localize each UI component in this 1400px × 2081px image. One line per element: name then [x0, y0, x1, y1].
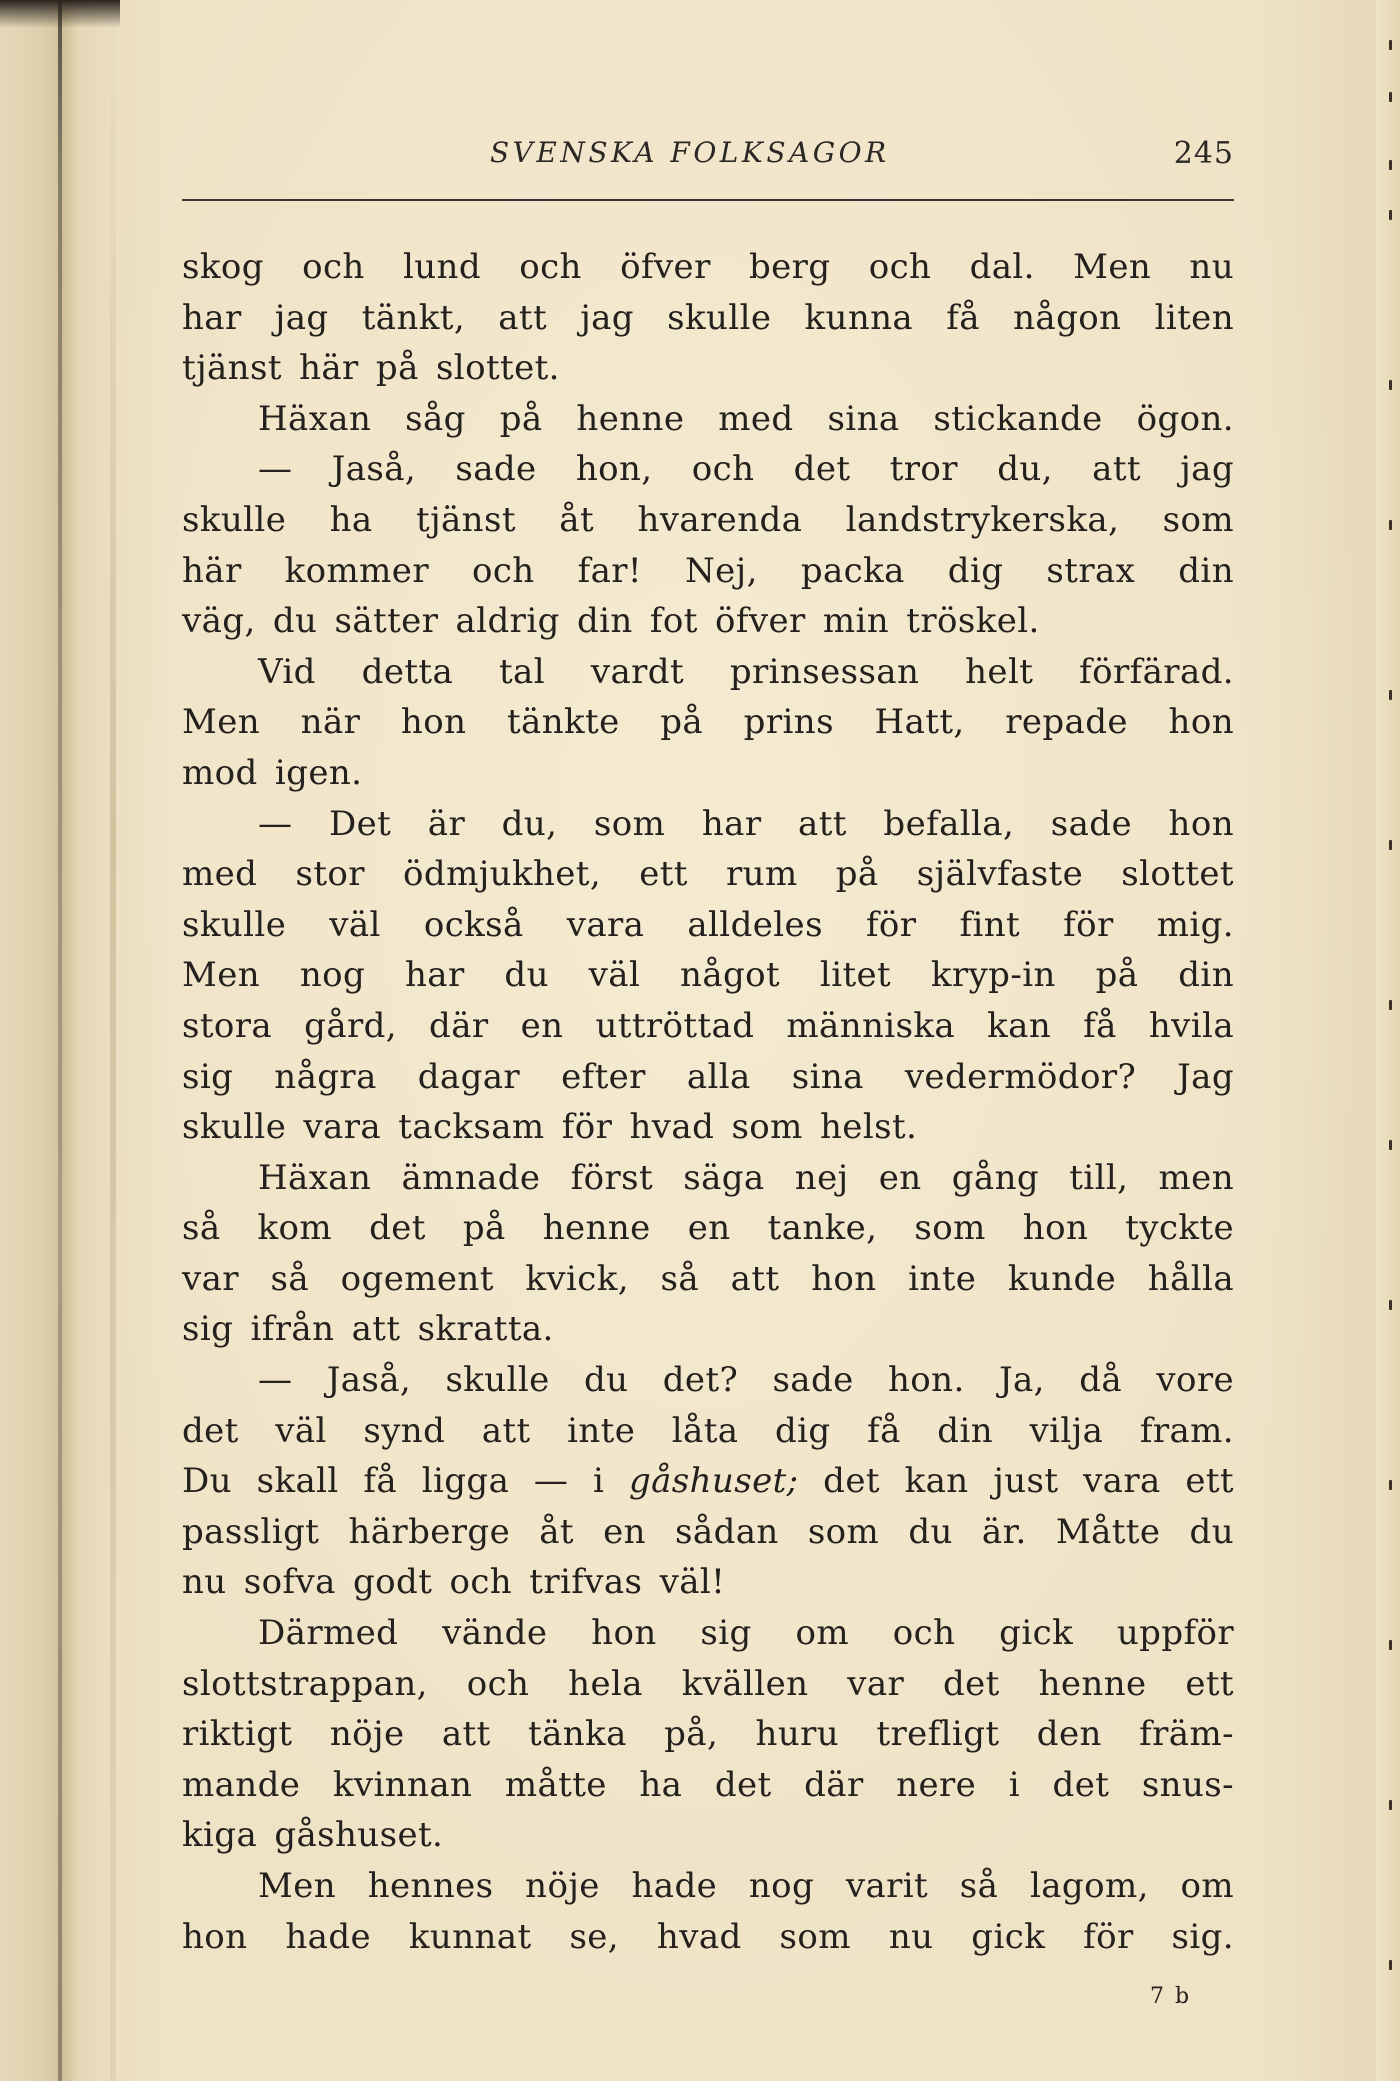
edge-speck [1389, 160, 1392, 170]
text-line: skog och lund och öfver berg och dal. Men nu [182, 247, 1234, 287]
text-line: väg, du sätter aldrig din fot öfver min tröskel. [182, 601, 1040, 642]
edge-speck [1389, 380, 1392, 390]
text-line: — Jaså, skulle du det? sade hon. Ja, då vore [258, 1360, 1234, 1401]
text-line: passligt härberge åt en sådan som du är. Måtte du [182, 1511, 1234, 1552]
edge-speck [1389, 1960, 1392, 1970]
text-line: slottstrappan, och hela kvällen var det henne ett [182, 1663, 1234, 1704]
gutter-shadow [58, 0, 62, 2081]
text-line: Du skall få ligga — i gåshuset; det kan just vara ett [182, 1461, 1234, 1502]
text-line: riktigt nöje att tänka på, huru trefligt den främ- [182, 1714, 1234, 1755]
edge-speck [1389, 1140, 1392, 1150]
text-line: skulle vara tacksam för hvad som helst. [182, 1107, 918, 1148]
edge-speck [1389, 1480, 1392, 1490]
edge-speck [1389, 840, 1392, 850]
text-line: tjänst här på slottet. [182, 348, 560, 389]
text-line: med stor ödmjukhet, ett rum på självfaste slottet [182, 854, 1234, 895]
text-line: hon hade kunnat se, hvad som nu gick för sig. [182, 1916, 1234, 1957]
edge-speck [1389, 1000, 1392, 1010]
edge-speck [1389, 92, 1392, 102]
header-rule [182, 199, 1234, 201]
text-line: — Det är du, som har att befalla, sade hon [258, 803, 1234, 844]
text-line: kiga gåshuset. [182, 1815, 444, 1856]
text-line: Men nog har du väl något litet kryp-in på din [182, 955, 1234, 996]
text-line: Men hennes nöje hade nog varit så lagom, om [258, 1866, 1234, 1906]
gutter-fold [110, 0, 116, 2081]
text-line: mande kvinnan måtte ha det där nere i det snus- [182, 1764, 1234, 1805]
text-line: stora gård, där en uttröttad människa kan få hvila [182, 1005, 1234, 1046]
text-line: — Jaså, sade hon, och det tror du, att jag [258, 449, 1234, 490]
signature-mark: 7 b [1150, 1984, 1192, 2009]
text-line: har jag tänkt, att jag skulle kunna få någon liten [182, 297, 1234, 338]
edge-speck [1389, 210, 1392, 220]
text-line: mod igen. [182, 752, 363, 793]
text-line: det väl synd att inte låta dig få din vilja fram. [182, 1410, 1234, 1451]
running-header [182, 136, 1234, 176]
text-line: var så ogement kvick, så att hon inte kunde hålla [182, 1258, 1234, 1299]
edge-speck [1389, 1640, 1392, 1650]
scan-edge-shadow [0, 0, 120, 28]
text-line: så kom det på henne en tanke, som hon tyckte [182, 1208, 1234, 1249]
text-line: Därmed vände hon sig om och gick uppför [258, 1613, 1234, 1654]
text-line: här kommer och far! Nej, packa dig strax din [182, 550, 1234, 591]
text-line: sig några dagar efter alla sina vedermödor? Jag [182, 1056, 1234, 1097]
edge-speck [1389, 690, 1392, 700]
page-edge [1376, 0, 1400, 2081]
edge-speck [1389, 1800, 1392, 1810]
text-line: sig ifrån att skratta. [182, 1309, 554, 1350]
edge-speck [1389, 40, 1392, 50]
text-line: skulle ha tjänst åt hvarenda landstrykerska, som [182, 499, 1234, 540]
running-title: SVENSKA FOLKSAGOR [490, 136, 890, 169]
body-text [182, 242, 1234, 1962]
text-line: Vid detta tal vardt prinsessan helt förfärad. [258, 651, 1234, 692]
text-line: nu sofva godt och trifvas väl! [182, 1562, 726, 1603]
text-line: skulle väl också vara alldeles för fint för mig. [182, 904, 1234, 945]
edge-speck [1389, 1300, 1392, 1310]
text-line: Men när hon tänkte på prins Hatt, repade hon [182, 702, 1234, 743]
page-number: 245 [1173, 136, 1234, 171]
text-line: Häxan ämnade först säga nej en gång till, men [258, 1157, 1234, 1198]
edge-speck [1389, 520, 1392, 530]
text-line: Häxan såg på henne med sina stickande ögon. [258, 398, 1234, 439]
